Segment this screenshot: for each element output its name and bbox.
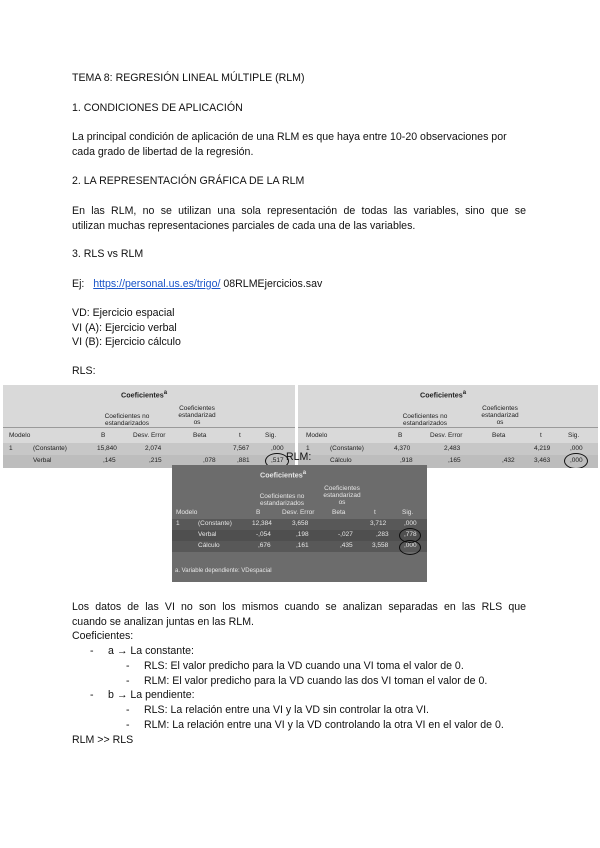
rlm-table bbox=[172, 465, 427, 582]
bullet-dash: - bbox=[90, 689, 94, 701]
conclusion-paragraph bbox=[72, 600, 526, 629]
col-sig: Sig. bbox=[265, 432, 277, 439]
cell-sig: ,000 bbox=[404, 542, 417, 549]
cell-err: 2,483 bbox=[444, 445, 461, 452]
row-model-number: 1 bbox=[176, 520, 180, 527]
cell-t: 3,463 bbox=[534, 457, 551, 464]
item-b-label: b → La pendiente: bbox=[108, 689, 195, 701]
row-name: Cálculo bbox=[330, 457, 352, 464]
col-t: t bbox=[239, 432, 241, 439]
bullet-dash: - bbox=[126, 704, 130, 716]
example-link[interactable]: https://personal.us.es/trigo/ bbox=[93, 278, 221, 290]
cell-sig: ,000 bbox=[570, 445, 583, 452]
col-b: B bbox=[256, 509, 261, 516]
section-2-line-1: En las RLM, no se utilizan una sola representación de todas las variables, sino que se bbox=[72, 205, 526, 217]
cell-sig: ,000 bbox=[271, 445, 284, 452]
rls-label: RLS: bbox=[72, 365, 96, 377]
header-rule bbox=[298, 427, 598, 428]
std-header: Coeficientes estandarizad os bbox=[481, 405, 519, 426]
section-2-line-2: utilizan muchas representaciones parciales de cada una de las variables. bbox=[72, 219, 416, 232]
header-rule bbox=[3, 427, 295, 428]
col-beta: Beta bbox=[193, 432, 207, 439]
col-t: t bbox=[540, 432, 542, 439]
col-err: Desv. Error bbox=[133, 432, 166, 439]
example-line bbox=[72, 277, 322, 292]
rls-table-verbal bbox=[3, 385, 295, 468]
row-name: (Constante) bbox=[198, 520, 232, 527]
col-modelo: Modelo bbox=[9, 432, 31, 439]
bullet-dash: - bbox=[126, 660, 130, 672]
bullet-dash: - bbox=[126, 675, 130, 687]
final-line: RLM >> RLS bbox=[72, 734, 134, 746]
section-1-line-2: cada grado de libertad de la regresión. bbox=[72, 145, 254, 158]
cell-t: 7,567 bbox=[233, 445, 250, 452]
example-file-name: 08RLMEjercicios.sav bbox=[223, 278, 323, 290]
rlm-label: RLM: bbox=[286, 451, 312, 463]
cell-err: ,161 bbox=[296, 542, 309, 549]
page-title: TEMA 8: REGRESIÓN LINEAL MÚLTIPLE (RLM) bbox=[72, 72, 305, 84]
section-3-heading: 3. RLS vs RLM bbox=[72, 248, 144, 260]
table-title: Coeficientes$^a$ bbox=[260, 470, 307, 480]
row-model-number: 1 bbox=[306, 445, 310, 452]
table-footnote: a. Variable dependiente: VDespacial bbox=[175, 568, 272, 574]
unstd-header: Coeficientes no estandarizados bbox=[104, 413, 150, 427]
cell-t: ,881 bbox=[237, 457, 250, 464]
cell-err: 2,074 bbox=[145, 445, 162, 452]
cell-t: 3,712 bbox=[370, 520, 387, 527]
cell-b: ,918 bbox=[400, 457, 413, 464]
conclusion-line-2: cuando se analizan juntas en las RLM. bbox=[72, 615, 254, 628]
cell-b: ,145 bbox=[103, 457, 116, 464]
col-beta: Beta bbox=[332, 509, 346, 516]
std-header: Coeficientes estandarizad os bbox=[178, 405, 216, 426]
col-beta: Beta bbox=[492, 432, 506, 439]
cell-t: ,283 bbox=[376, 531, 389, 538]
item-b-rlm: RLM: La relación entre una VI y la VD controlando la otra VI en el valor de 0. bbox=[144, 719, 504, 731]
cell-sig: ,000 bbox=[404, 520, 417, 527]
cell-sig: ,778 bbox=[404, 531, 417, 538]
cell-beta: ,078 bbox=[203, 457, 216, 464]
cell-err: 3,658 bbox=[292, 520, 309, 527]
row-name: (Constante) bbox=[33, 445, 67, 452]
vi-a-line: VI (A): Ejercicio verbal bbox=[72, 322, 177, 334]
bullet-dash: - bbox=[126, 719, 130, 731]
col-err: Desv. Error bbox=[430, 432, 463, 439]
row-model-number: 1 bbox=[9, 445, 13, 452]
cell-t: 3,558 bbox=[372, 542, 389, 549]
cell-beta: ,432 bbox=[502, 457, 515, 464]
vi-b-line: VI (B): Ejercicio cálculo bbox=[72, 336, 181, 348]
section-2-paragraph bbox=[72, 204, 526, 233]
cell-t: 4,219 bbox=[534, 445, 551, 452]
cell-b: 12,384 bbox=[252, 520, 272, 527]
highlight-circle bbox=[564, 453, 588, 468]
row-name: Cálculo bbox=[198, 542, 220, 549]
col-b: B bbox=[398, 432, 403, 439]
table-title: Coeficientes$^a$ bbox=[420, 390, 467, 400]
table-title: Coeficientes$^a$ bbox=[121, 390, 168, 400]
std-header: Coeficientes estandarizad os bbox=[323, 485, 361, 506]
highlight-circle bbox=[399, 540, 421, 555]
item-a-rlm: RLM: El valor predicho para la VD cuando las dos VI toman el valor de 0. bbox=[144, 675, 488, 687]
col-modelo: Modelo bbox=[306, 432, 328, 439]
section-1-paragraph bbox=[72, 130, 526, 159]
unstd-header: Coeficientes no estandarizados bbox=[259, 493, 305, 507]
row-name: Verbal bbox=[198, 531, 217, 538]
col-sig: Sig. bbox=[568, 432, 580, 439]
col-err: Desv. Error bbox=[282, 509, 315, 516]
cell-sig: ,000 bbox=[570, 457, 583, 464]
row-name: Verbal bbox=[33, 457, 52, 464]
coeficientes-heading: Coeficientes: bbox=[72, 630, 134, 642]
section-1-heading: 1. CONDICIONES DE APLICACIÓN bbox=[72, 102, 243, 114]
cell-beta: ,435 bbox=[340, 542, 353, 549]
col-t: t bbox=[374, 509, 376, 516]
cell-b: ,676 bbox=[258, 542, 271, 549]
cell-err: ,165 bbox=[448, 457, 461, 464]
item-b-rls: RLS: La relación entre una VI y la VD sin controlar la otra VI. bbox=[144, 704, 429, 716]
vd-line: VD: Ejercicio espacial bbox=[72, 307, 175, 319]
item-a-rls: RLS: El valor predicho para la VD cuando una VI toma el valor de 0. bbox=[144, 660, 464, 672]
rls-table-calculo bbox=[298, 385, 598, 468]
cell-err: ,215 bbox=[149, 457, 162, 464]
section-2-heading: 2. LA REPRESENTACIÓN GRÁFICA DE LA RLM bbox=[72, 175, 305, 187]
item-a-label: a → La constante: bbox=[108, 645, 194, 657]
section-1-line-1: La principal condición de aplicación de una RLM es que haya entre 10-20 observaciones por bbox=[72, 131, 507, 143]
cell-b: -,054 bbox=[256, 531, 271, 538]
cell-err: ,198 bbox=[296, 531, 309, 538]
cell-beta: -,027 bbox=[338, 531, 353, 538]
unstd-header: Coeficientes no estandarizados bbox=[402, 413, 448, 427]
conclusion-line-1: Los datos de las VI no son los mismos cuando se analizan separadas en las RLS que bbox=[72, 601, 526, 613]
col-modelo: Modelo bbox=[176, 509, 198, 516]
bullet-dash: - bbox=[90, 645, 94, 657]
cell-sig: ,517 bbox=[271, 457, 284, 464]
row-name: (Constante) bbox=[330, 445, 364, 452]
cell-b: 4,370 bbox=[394, 445, 411, 452]
cell-b: 15,840 bbox=[97, 445, 117, 452]
col-b: B bbox=[101, 432, 106, 439]
example-prefix: Ej: bbox=[72, 278, 85, 290]
col-sig: Sig. bbox=[402, 509, 414, 516]
